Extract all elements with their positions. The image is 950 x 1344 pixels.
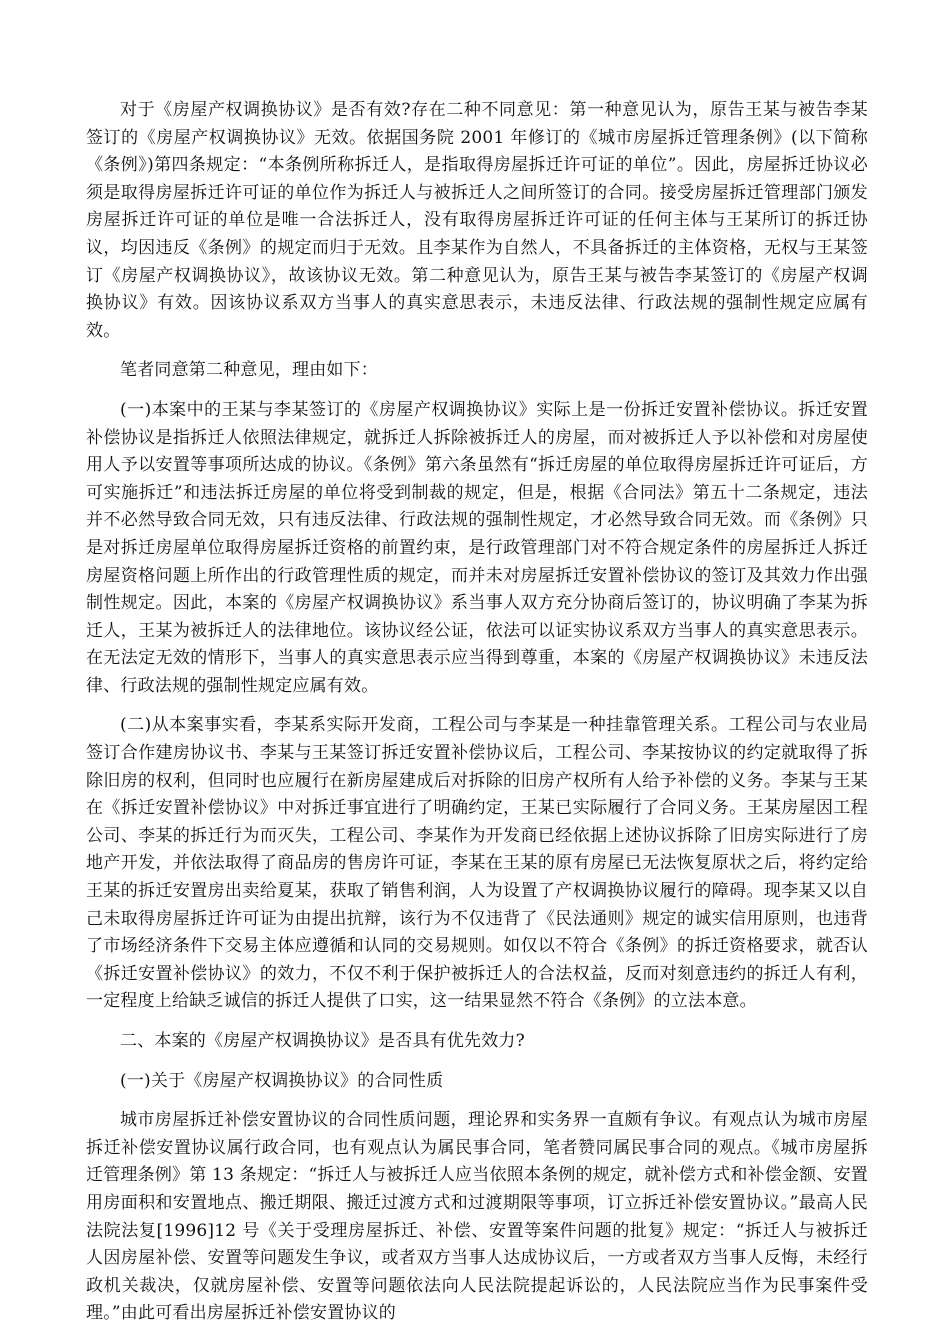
subsection-heading-contract-nature: (一)关于《房屋产权调换协议》的合同性质 <box>120 1070 444 1091</box>
paragraph-author-position: 笔者同意第二种意见，理由如下： <box>120 360 378 381</box>
paragraph-reason-two: (二)从本案事实看，李某系实际开发商，工程公司与李某是一种挂靠管理关系。工程公司与农业局签订合作建房协议书、李某与王某签订拆迁安置补偿协议后，工程公司、李某按协议的约定就取得了拆除旧房的权利，但同时也应履行在新房屋建成后对拆除的旧房产权所有人给予补偿的义务。李某与王某在《拆迁安置补偿协议》中对拆迁事宜进行了明确约定，王某已实际履行了合同义务。王某房屋因工程公司、李某的拆迁行为而灭失，工程公司、李某作为开发商已经依据上述协议拆除了旧房实际进行了房地产开发，并依法取得了商品房的售房许可证，李某在王某的原有房屋已无法恢复原状之后，将约定给王某的拆迁安置房出卖给夏某，获取了销售利润，人为设置了产权调换协议履行的障碍。现李某又以自己未取得房屋拆迁许可证为由提出抗辩，该行为不仅违背了《民法通则》规定的诚实信用原则，也违背了市场经济条件下交易主体应遵循和认同的交易规则。如仅以不符合《条例》的拆迁资格要求，就否认《拆迁安置补偿协议》的效力，不仅不利于保护被拆迁人的合法权益，反而对刻意违约的拆迁人有利，一定程度上给缺乏诚信的拆迁人提供了口实，这一结果显然不符合《条例》的立法本意。 <box>86 715 868 1012</box>
section-heading-priority: 二、本案的《房屋产权调换协议》是否具有优先效力? <box>120 1031 525 1051</box>
paragraph-reason-one: (一)本案中的王某与李某签订的《房屋产权调换协议》实际上是一份拆迁安置补偿协议。拆迁安置补偿协议是指拆迁人依照法律规定，就拆迁人拆除被拆迁人的房屋，而对被拆迁人予以补偿和对房屋使用人予以安置等事项所达成的协议。《条例》第六条虽然有“拆迁房屋的单位取得房屋拆迁许可证后，方可实施拆迁”和违法拆迁房屋的单位将受到制裁的规定，但是，根据《合同法》第五十二条规定，违法并不必然导致合同无效，只有违反法律、行政法规的强制性规定，才必然导致合同无效。而《条例》只是对拆迁房屋单位取得房屋拆迁资格的前置约束，是行政管理部门对不符合规定条件的房屋拆迁人拆迁房屋资格问题上所作出的行政管理性质的规定，而并未对房屋拆迁安置补偿协议的签订及其效力作出强制性规定。因此，本案的《房屋产权调换协议》系当事人双方充分协商后签订的，协议明确了李某为拆迁人，王某为被拆迁人的法律地位。该协议经公证，依法可以证实协议系双方当事人的真实意思表示。在无法定无效的情形下，当事人的真实意思表示应当得到尊重，本案的《房屋产权调换协议》未违反法律、行政法规的强制性规定应属有效。 <box>86 399 868 696</box>
paragraph-contract-nature: 城市房屋拆迁补偿安置协议的合同性质问题，理论界和实务界一直颇有争议。有观点认为城市房屋拆迁补偿安置协议属行政合同，也有观点认为属民事合同，笔者赞同属民事合同的观点。《城市房屋拆迁管理条例》第 13 条规定：“拆迁人与被拆迁人应当依照本条例的规定，就补偿方式和补偿金额、安置用房面积和安置地点、搬迁期限、搬迁过渡方式和过渡期限等事项，订立拆迁补偿安置协议。”最高人民法院法复[1996]12 号《关于受理房屋拆迁、补偿、安置等案件问题的批复》规定：“拆迁人与被拆迁人因房屋补偿、安置等问题发生争议，或者双方当事人达成协议后，一方或者双方当事人反悔，未经行政机关裁决，仅就房屋补偿、安置等问题依法向人民法院提起诉讼的，人民法院应当作为民事案件受理。”由此可看出房屋拆迁补偿安置协议的 <box>86 1110 868 1324</box>
document-body <box>86 97 868 1340</box>
paragraph-validity-opinions: 对于《房屋产权调换协议》是否有效?存在二种不同意见：第一种意见认为，原告王某与被告李某签订的《房屋产权调换协议》无效。依据国务院 2001 年修订的《城市房屋拆迁管理条例》(以下简称《条例》)第四条规定：“本条例所称拆迁人，是指取得房屋拆迁许可证的单位”。因此，房屋拆迁协议必须是取得房屋拆迁许可证的单位作为拆迁人与被拆迁人之间所签订的合同。接受房屋拆迁管理部门颁发房屋拆迁许可证的单位是唯一合法拆迁人，没有取得房屋拆迁许可证的任何主体与王某所订的拆迁协议，均因违反《条例》的规定而归于无效。且李某作为自然人，不具备拆迁的主体资格，无权与王某签订《房屋产权调换协议》，故该协议无效。第二种意见认为，原告王某与被告李某签订的《房屋产权调换协议》有效。因该协议系双方当事人的真实意思表示，未违反法律、行政法规的强制性规定应属有效。 <box>86 100 868 341</box>
